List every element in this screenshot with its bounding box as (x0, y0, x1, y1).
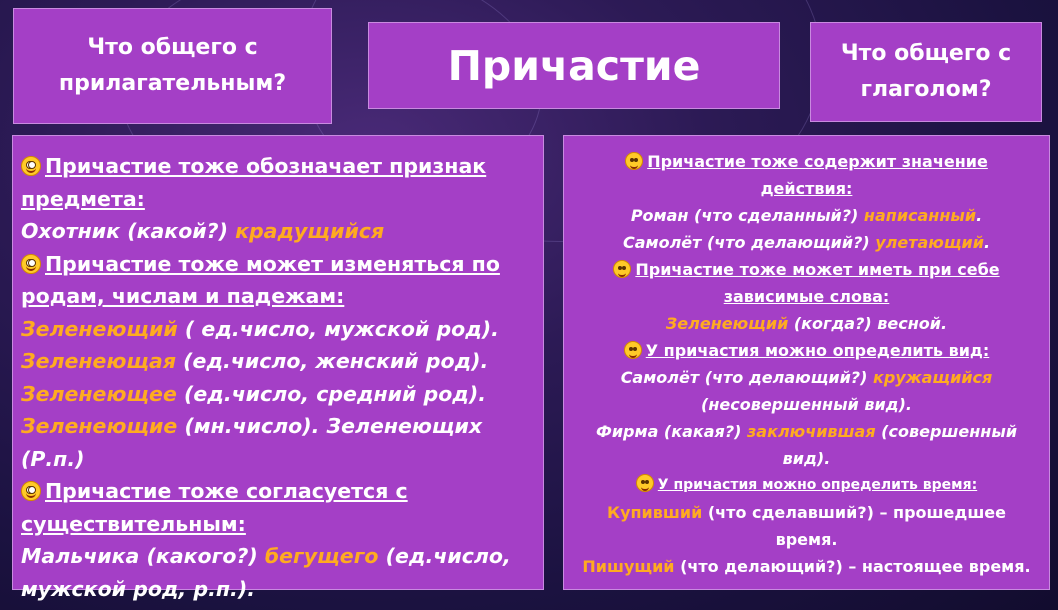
example-line: Мальчика (какого?) бегущего (ед.число, (21, 544, 511, 568)
verb-similarities-panel (563, 135, 1050, 590)
participle-word: написанный (863, 206, 977, 225)
point-heading-cont: предмета: (21, 186, 145, 211)
point-heading-cont: действия: (760, 179, 853, 198)
example-line: Зеленеющий ( ед.число, мужской род). (21, 316, 499, 341)
smiling-face-icon (624, 341, 642, 359)
title-box (368, 22, 780, 109)
example-line: Зеленеющие (мн.число). Зеленеющих (Р.п.) (21, 414, 483, 471)
participle-word: Зеленеющее (21, 381, 177, 406)
participle-word: Зеленеющий (665, 314, 789, 333)
participle-word: Зеленеющий (21, 316, 178, 341)
example-line: время. (775, 530, 838, 549)
smiling-face-icon (625, 152, 643, 170)
participle-word: Зеленеющая (21, 349, 177, 373)
point-heading: Причастие тоже может изменяться по (21, 248, 537, 281)
example-line: Пишущий (что делающий?) – настоящее время. (582, 557, 1031, 576)
point-heading: Причастие тоже может иметь при себе (572, 256, 1041, 283)
nerd-face-icon (21, 156, 41, 176)
point-heading: У причастия можно определить время: (572, 472, 1041, 499)
page-title: Причастие (447, 41, 701, 90)
participle-word: Купивший (606, 503, 703, 522)
point-heading-cont: родам, числам и падежам: (21, 284, 345, 308)
example-line: (несовершенный вид). (701, 395, 912, 414)
point-heading-cont: существительным: (21, 511, 246, 536)
example-line: Фирма (какая?) заключившая (совершенный (595, 422, 1018, 441)
participle-word: крадущийся (235, 219, 385, 243)
participle-word: улетающий (875, 233, 984, 252)
nerd-face-icon (21, 254, 41, 274)
participle-word: Пишущий (582, 557, 675, 576)
adjective-question-box (13, 8, 332, 124)
point-heading: Причастие тоже обозначает признак (21, 150, 537, 183)
participle-word: бегущего (264, 544, 379, 568)
adjective-question: Что общего с прилагательным? (58, 35, 287, 96)
verb-question: Что общего с глаголом? (840, 41, 1012, 102)
example-line: вид). (782, 449, 831, 468)
point-heading: У причастия можно определить вид: (572, 337, 1041, 364)
point-heading: Причастие тоже согласуется с (21, 475, 537, 508)
example-line: Зеленеющая (ед.число, женский род). (21, 349, 489, 373)
participle-word: Зеленеющие (21, 414, 178, 438)
point-heading: Причастие тоже содержит значение (572, 148, 1041, 175)
adjective-similarities-panel (12, 135, 544, 601)
point-heading-cont: зависимые слова: (723, 287, 890, 306)
example-line: Зеленеющее (ед.число, средний род). (21, 381, 487, 406)
smiling-face-icon (613, 260, 631, 278)
example-line: Зеленеющий (когда?) весной. (665, 314, 948, 333)
nerd-face-icon (21, 481, 41, 501)
example-line: Роман (что сделанный?) написанный. (630, 206, 983, 225)
smiling-face-icon (636, 474, 654, 492)
example-line: Самолёт (что делающий?) кружащийся (620, 368, 993, 387)
participle-word: заключившая (747, 422, 876, 441)
participle-word: кружащийся (872, 368, 993, 387)
example-line: Охотник (какой?) крадущийся (21, 219, 385, 243)
example-line: Самолёт (что делающий?) улетающий. (622, 233, 991, 252)
verb-question-box (810, 22, 1042, 122)
example-line: Купивший (что сделавший?) – прошедшее (606, 503, 1007, 522)
example-line: мужской род, р.п.). (21, 576, 255, 601)
